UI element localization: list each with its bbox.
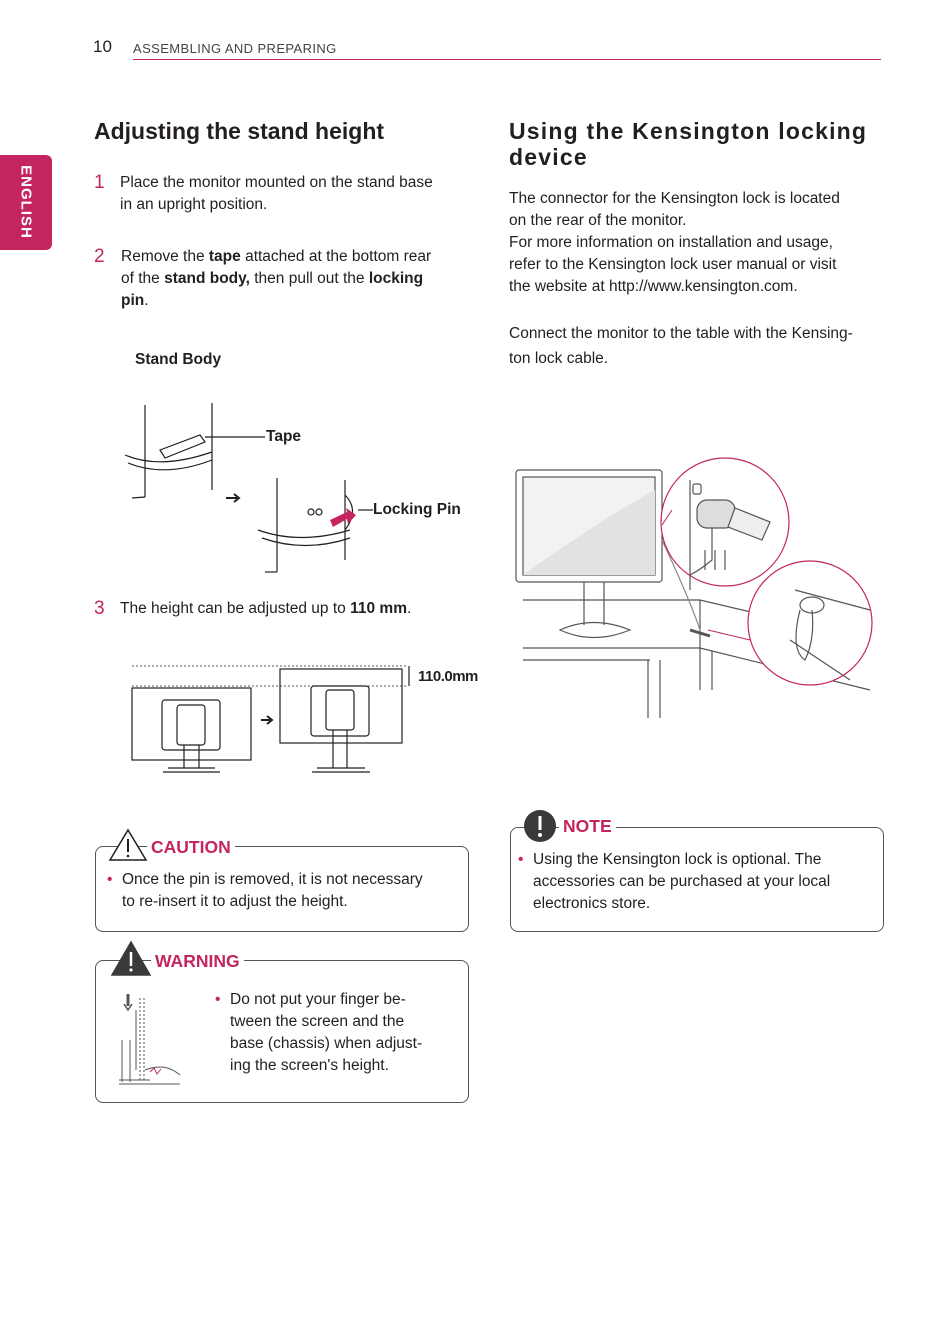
- step-number-3: 3: [94, 598, 105, 619]
- caution-line-2: to re-insert it to adjust the height.: [122, 893, 348, 910]
- caution-bullet: •: [107, 871, 113, 888]
- note-line-1: Using the Kensington lock is optional. The: [533, 851, 822, 868]
- para2-line-1: Connect the monitor to the table with the Kensing-: [509, 325, 853, 342]
- caution-title: CAUTION: [147, 837, 235, 858]
- step-1-line-2: in an upright position.: [120, 196, 268, 213]
- section-title: ASSEMBLING AND PREPARING: [133, 41, 337, 56]
- tape-label: Tape: [266, 428, 302, 445]
- para1-line-4: refer to the Kensington lock user manual or visit: [509, 256, 837, 273]
- step-2-line-1: Remove the tape attached at the bottom rear: [121, 248, 432, 265]
- stand-body-label: Stand Body: [135, 351, 222, 368]
- step-2-line-2: of the stand body, then pull out the locking: [121, 270, 424, 287]
- para1-line-5: the website at http://www.kensington.com.: [509, 278, 798, 295]
- para1-line-1: The connector for the Kensington lock is located: [509, 190, 840, 207]
- warning-line-1: Do not put your finger be-: [230, 991, 406, 1008]
- warning-line-4: ing the screen's height.: [230, 1057, 389, 1074]
- note-line-2: accessories can be purchased at your local: [533, 873, 831, 890]
- section-heading-stand-height: Adjusting the stand height: [94, 118, 385, 144]
- para1-line-2: on the rear of the monitor.: [509, 212, 687, 229]
- warning-line-3: base (chassis) when adjust-: [230, 1035, 423, 1052]
- warning-title: WARNING: [151, 951, 244, 972]
- warning-bullet: •: [215, 991, 221, 1008]
- heading-line-2: device: [509, 144, 588, 170]
- para1-line-3: For more information on installation and usage,: [509, 234, 833, 251]
- caution-line-1: Once the pin is removed, it is not necessary: [122, 871, 423, 888]
- note-title: NOTE: [559, 816, 616, 837]
- warning-line-2: tween the screen and the: [230, 1013, 405, 1030]
- step-number-2: 2: [94, 246, 105, 267]
- step-number-1: 1: [94, 172, 105, 193]
- heading-line-1: Using the Kensington locking: [509, 118, 868, 144]
- step-1-line-1: Place the monitor mounted on the stand base: [120, 174, 433, 191]
- step-3-text: The height can be adjusted up to 110 mm.: [120, 600, 412, 617]
- para2-line-2: ton lock cable.: [509, 350, 609, 367]
- note-line-3: electronics store.: [533, 895, 651, 912]
- note-text: [533, 849, 830, 915]
- language-tab-label: ENGLISH: [17, 165, 35, 239]
- locking-pin-label: Locking Pin: [373, 501, 461, 518]
- page-number: 10: [93, 37, 112, 56]
- note-bullet: •: [518, 851, 524, 868]
- step-2-line-3: pin.: [121, 292, 149, 309]
- height-measure-label: 110.0mm: [418, 668, 478, 685]
